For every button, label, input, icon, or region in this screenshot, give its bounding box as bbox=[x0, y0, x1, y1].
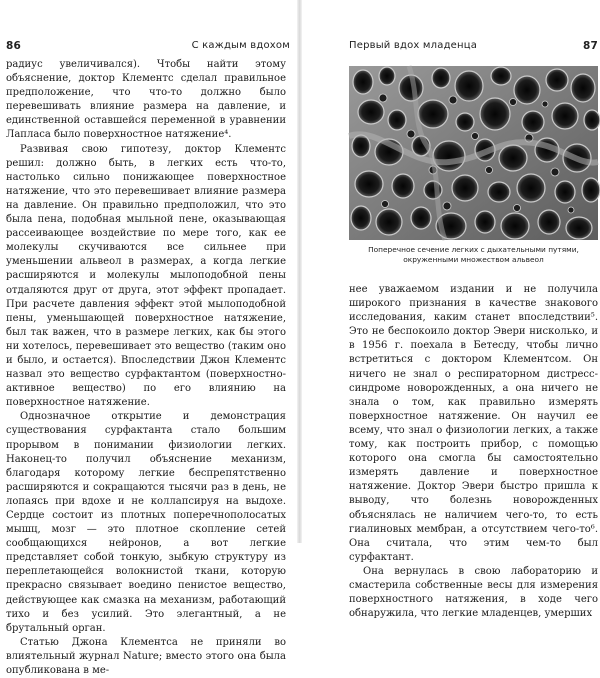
right-running-header bbox=[349, 40, 598, 54]
right-running-title: Первый вдох младенца bbox=[349, 40, 478, 51]
right-body-text bbox=[349, 283, 598, 621]
right-paragraph-1: нее уважаемом издании и не получила широкого признания в качестве знакового исследования, каким станет впоследствии⁵. Это не беспокоило доктор Эвери нисколько, и в 1956 г. поехала в Бетесду, чтобы лично встретиться с доктором Клементсом. Он ничего не знал о респираторном дистресс-синдроме новорожденных, а она ничего не знала о том, как правильно измерять поверхностное натяжение. Он научил ее всему, что знал о физиологии легких, а также тому, как построить прибор, с помощью которого она смогла бы самостоятельно измерять давление и поверхностное натяжение. Доктор Эвери быстро пришла к выводу, что болезнь новорожденных объяснялась не наличием чего-то, то есть гиалиновых мембран, а отсутствием чего-то⁶. Она считала, что этим чем-то был сурфактант. bbox=[349, 284, 598, 563]
left-paragraph-4: Статью Джона Клементса не приняли во влиятельный журнал Nature; вместо этого она была опубликована в ме- bbox=[6, 636, 286, 677]
figure-caption: Поперечное сечение легких с дыхательными путями, окруженными множеством альвеол bbox=[368, 245, 579, 264]
left-running-title: С каждым вдохом bbox=[191, 40, 290, 51]
right-paragraph-2: Она вернулась в свою лабораторию и смастерила собственные весы для измерения поверхностного натяжения, в ходе чего обнаружила, что легкие младенцев, умерших bbox=[349, 565, 598, 620]
left-paragraph-1: радиус увеличивался). Чтобы найти этому объяснение, доктор Клементс сделал правильное предположение, что что-то должно было перевешивать влияние размера на давление, и единственной оставшейся переменной в уравнении Лапласа было поверхностное натяжение⁴. bbox=[6, 59, 286, 141]
left-paragraph-2: Развивая свою гипотезу, доктор Клементс решил: должно быть, в легких есть что-то, настолько сильно понижающее поверхностное натяжение, что это перевешивает влияние размера на давление. Он правильно предположил, что это была пена, подобная мыльной пене, оказывающая рассеивающее воздействие по мере того, как ее молекулы скучиваются все сильнее при уменьшении альвеол в размерах, а когда легкие расширяются и молекулы мылоподобной пены отдаляются друг от друга, этот эффект пропадает. При расчете давления эффект этой мылоподобной пены, уменьшающей поверхностное натяжение, был так важен, что в размере легких, как бы этого ни хотелось, перевешивает это вещество (таким оно и было, и остается). Впоследствии Джон Клементс назвал это вещество сурфактантом (поверхностно-активное вещество) по его влиянию на поверхностное натяжение. bbox=[6, 143, 286, 409]
right-page-number: 87 bbox=[582, 40, 598, 52]
left-paragraph-3: Однозначное открытие и демонстрация существования сурфактанта стало большим прорывом в понимании физиологии легких. Наконец-то получил объяснение механизм, благодаря которому легкие беспрепятственно расширяются и сокращаются тысячи раз в день, не лопаясь при вдохе и не коллапсируя на выдохе. Сердце состоит из плотных поперечнополосатых мышц, мозг — это плотное скопление сетей сообщающихся нейронов, а вот легкие представляет собой тонкую, зыбкую структуру из переплетающейся волокнистой ткани, которую прекрасно связывает воедино пенистое вещество, действующее как смазка на механизм, работающий тихо и без усилий. Это элегантный, а не брутальный орган. bbox=[6, 411, 286, 634]
lung-micrograph-figure bbox=[349, 66, 598, 240]
lung-cross-section-image bbox=[349, 66, 598, 240]
left-page-number: 86 bbox=[6, 40, 22, 52]
